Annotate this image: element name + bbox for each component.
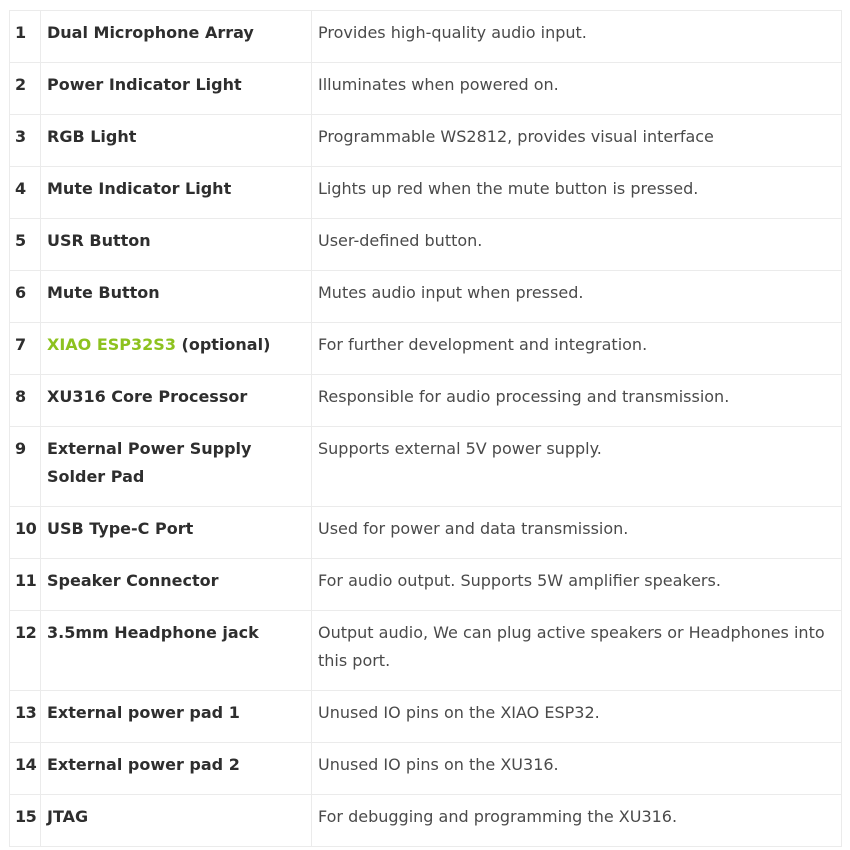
xiao-esp32s3-link[interactable]: XIAO ESP32S3 xyxy=(47,335,176,354)
table-row xyxy=(10,611,842,691)
component-name: USB Type-C Port xyxy=(41,507,312,559)
table-row xyxy=(10,167,842,219)
table-row xyxy=(10,795,842,847)
component-description: For audio output. Supports 5W amplifier speakers. xyxy=(312,559,842,611)
component-name: RGB Light xyxy=(41,115,312,167)
table-row xyxy=(10,271,842,323)
component-name: Power Indicator Light xyxy=(41,63,312,115)
table-row xyxy=(10,63,842,115)
table-row xyxy=(10,323,842,375)
table-row xyxy=(10,559,842,611)
table-row xyxy=(10,375,842,427)
component-description: Lights up red when the mute button is pressed. xyxy=(312,167,842,219)
component-name: External power pad 1 xyxy=(41,691,312,743)
component-description: Supports external 5V power supply. xyxy=(312,427,842,507)
row-number: 4 xyxy=(10,167,41,219)
component-name: Dual Microphone Array xyxy=(41,11,312,63)
table-row xyxy=(10,691,842,743)
table-row xyxy=(10,507,842,559)
row-number: 6 xyxy=(10,271,41,323)
component-name: 3.5mm Headphone jack xyxy=(41,611,312,691)
row-number: 9 xyxy=(10,427,41,507)
component-table xyxy=(9,10,842,847)
component-table-container xyxy=(9,10,841,847)
component-description: Illuminates when powered on. xyxy=(312,63,842,115)
row-number: 14 xyxy=(10,743,41,795)
component-description: Mutes audio input when pressed. xyxy=(312,271,842,323)
component-description: For debugging and programming the XU316. xyxy=(312,795,842,847)
component-description: Responsible for audio processing and transmission. xyxy=(312,375,842,427)
row-number: 8 xyxy=(10,375,41,427)
row-number: 5 xyxy=(10,219,41,271)
row-number: 15 xyxy=(10,795,41,847)
component-description: Provides high-quality audio input. xyxy=(312,11,842,63)
component-name: XU316 Core Processor xyxy=(41,375,312,427)
table-row xyxy=(10,743,842,795)
component-description: Used for power and data transmission. xyxy=(312,507,842,559)
table-row xyxy=(10,11,842,63)
row-number: 11 xyxy=(10,559,41,611)
component-name: JTAG xyxy=(41,795,312,847)
row-number: 3 xyxy=(10,115,41,167)
component-name xyxy=(41,323,312,375)
component-description: Unused IO pins on the XIAO ESP32. xyxy=(312,691,842,743)
component-description: User-defined button. xyxy=(312,219,842,271)
component-name: External power pad 2 xyxy=(41,743,312,795)
component-name: Mute Button xyxy=(41,271,312,323)
row-number: 12 xyxy=(10,611,41,691)
component-name-suffix: (optional) xyxy=(175,335,271,354)
component-description: For further development and integration. xyxy=(312,323,842,375)
row-number: 2 xyxy=(10,63,41,115)
component-description: Unused IO pins on the XU316. xyxy=(312,743,842,795)
component-name: Mute Indicator Light xyxy=(41,167,312,219)
table-row xyxy=(10,219,842,271)
table-row xyxy=(10,115,842,167)
component-name: Speaker Connector xyxy=(41,559,312,611)
row-number: 7 xyxy=(10,323,41,375)
row-number: 1 xyxy=(10,11,41,63)
component-name: USR Button xyxy=(41,219,312,271)
component-name: External Power Supply Solder Pad xyxy=(41,427,312,507)
table-row xyxy=(10,427,842,507)
row-number: 10 xyxy=(10,507,41,559)
component-description: Programmable WS2812, provides visual interface xyxy=(312,115,842,167)
component-description: Output audio, We can plug active speakers or Headphones into this port. xyxy=(312,611,842,691)
row-number: 13 xyxy=(10,691,41,743)
